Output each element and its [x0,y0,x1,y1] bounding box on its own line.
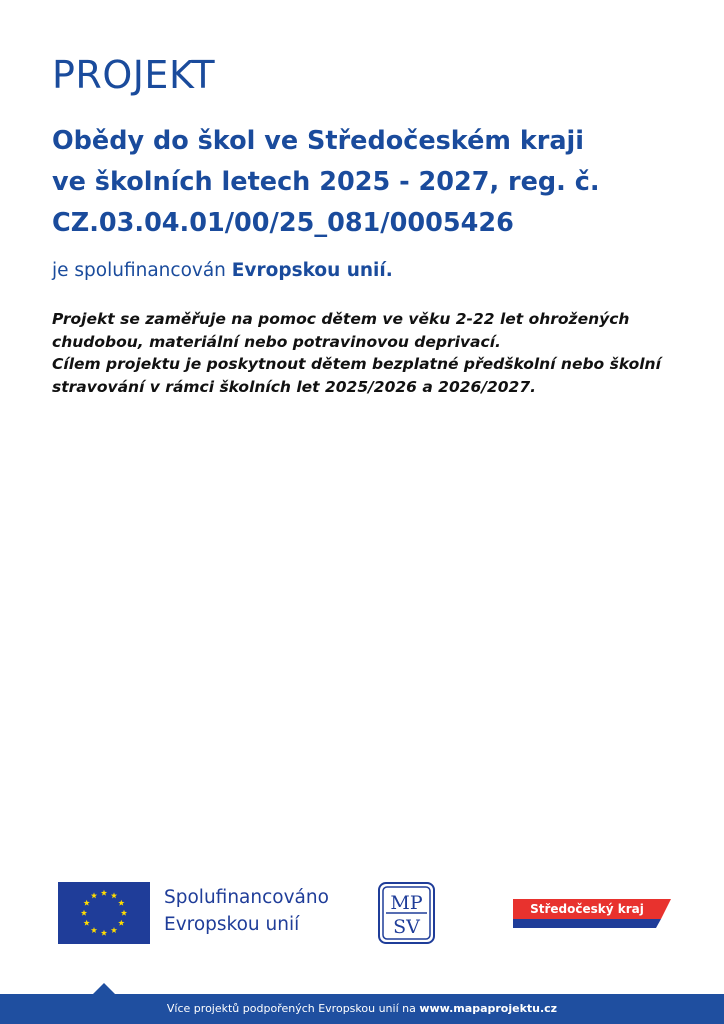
eu-star-icon [101,930,107,936]
eu-logo-line-1: Spolufinancováno [164,887,329,908]
project-title-line-2: ve školních letech 2025 - 2027, reg. č. [52,167,600,197]
eu-star-icon [118,900,124,906]
eu-star-icon [84,920,90,926]
footer-text: Více projektů podpořených Evropskou unií na [166,1002,420,1015]
project-title [52,121,692,244]
cofinance-eu: Evropskou unií. [231,260,393,281]
footer-link[interactable]: www.mapaprojektu.cz [419,1002,558,1015]
project-title-line-1: Obědy do škol ve Středočeském kraji [52,126,585,156]
eu-logo-text [164,884,354,938]
eu-flag-icon [58,882,150,944]
kraj-name: Středočeský kraj [530,902,644,916]
cofinance-statement [52,260,393,282]
footer-bar [0,994,724,1024]
stredocesky-kraj-logo [513,899,671,929]
eu-star-icon [111,927,117,933]
eu-star-icon [81,910,87,916]
project-description [52,308,692,398]
description-line-1: Projekt se zaměřuje na pomoc dětem ve věku 2-22 let ohrožených [52,310,630,328]
eu-star-icon [121,910,127,916]
eu-star-icon [91,927,97,933]
eu-star-icon [91,892,97,898]
description-line-2: chudobou, materiální nebo potravinovou deprivací. [52,332,501,351]
eu-star-icon [84,900,90,906]
eu-star-icon [118,920,124,926]
cofinance-prefix: je spolufinancován [52,260,232,281]
description-line-3: Cílem projektu je poskytnout dětem bezplatné předškolní nebo školní [52,355,661,373]
mpsv-emblem-icon [378,882,435,944]
eu-star-icon [111,892,117,898]
footer-notch [93,983,115,994]
mpsv-logo [378,882,435,944]
project-label: PROJEKT [52,53,216,97]
description-line-4: stravování v rámci školních let 2025/2026 a 2026/2027. [52,377,537,396]
eu-stars-icon [58,882,150,944]
eu-cofinance-logo [58,882,350,944]
eu-star-icon [101,890,107,896]
registration-number: CZ.03.04.01/00/25_081/0005426 [52,208,514,238]
eu-logo-line-2: Evropskou unií [164,914,300,935]
mpsv-bottom-letters: SV [393,916,420,938]
mpsv-top-letters: MP [390,892,423,914]
